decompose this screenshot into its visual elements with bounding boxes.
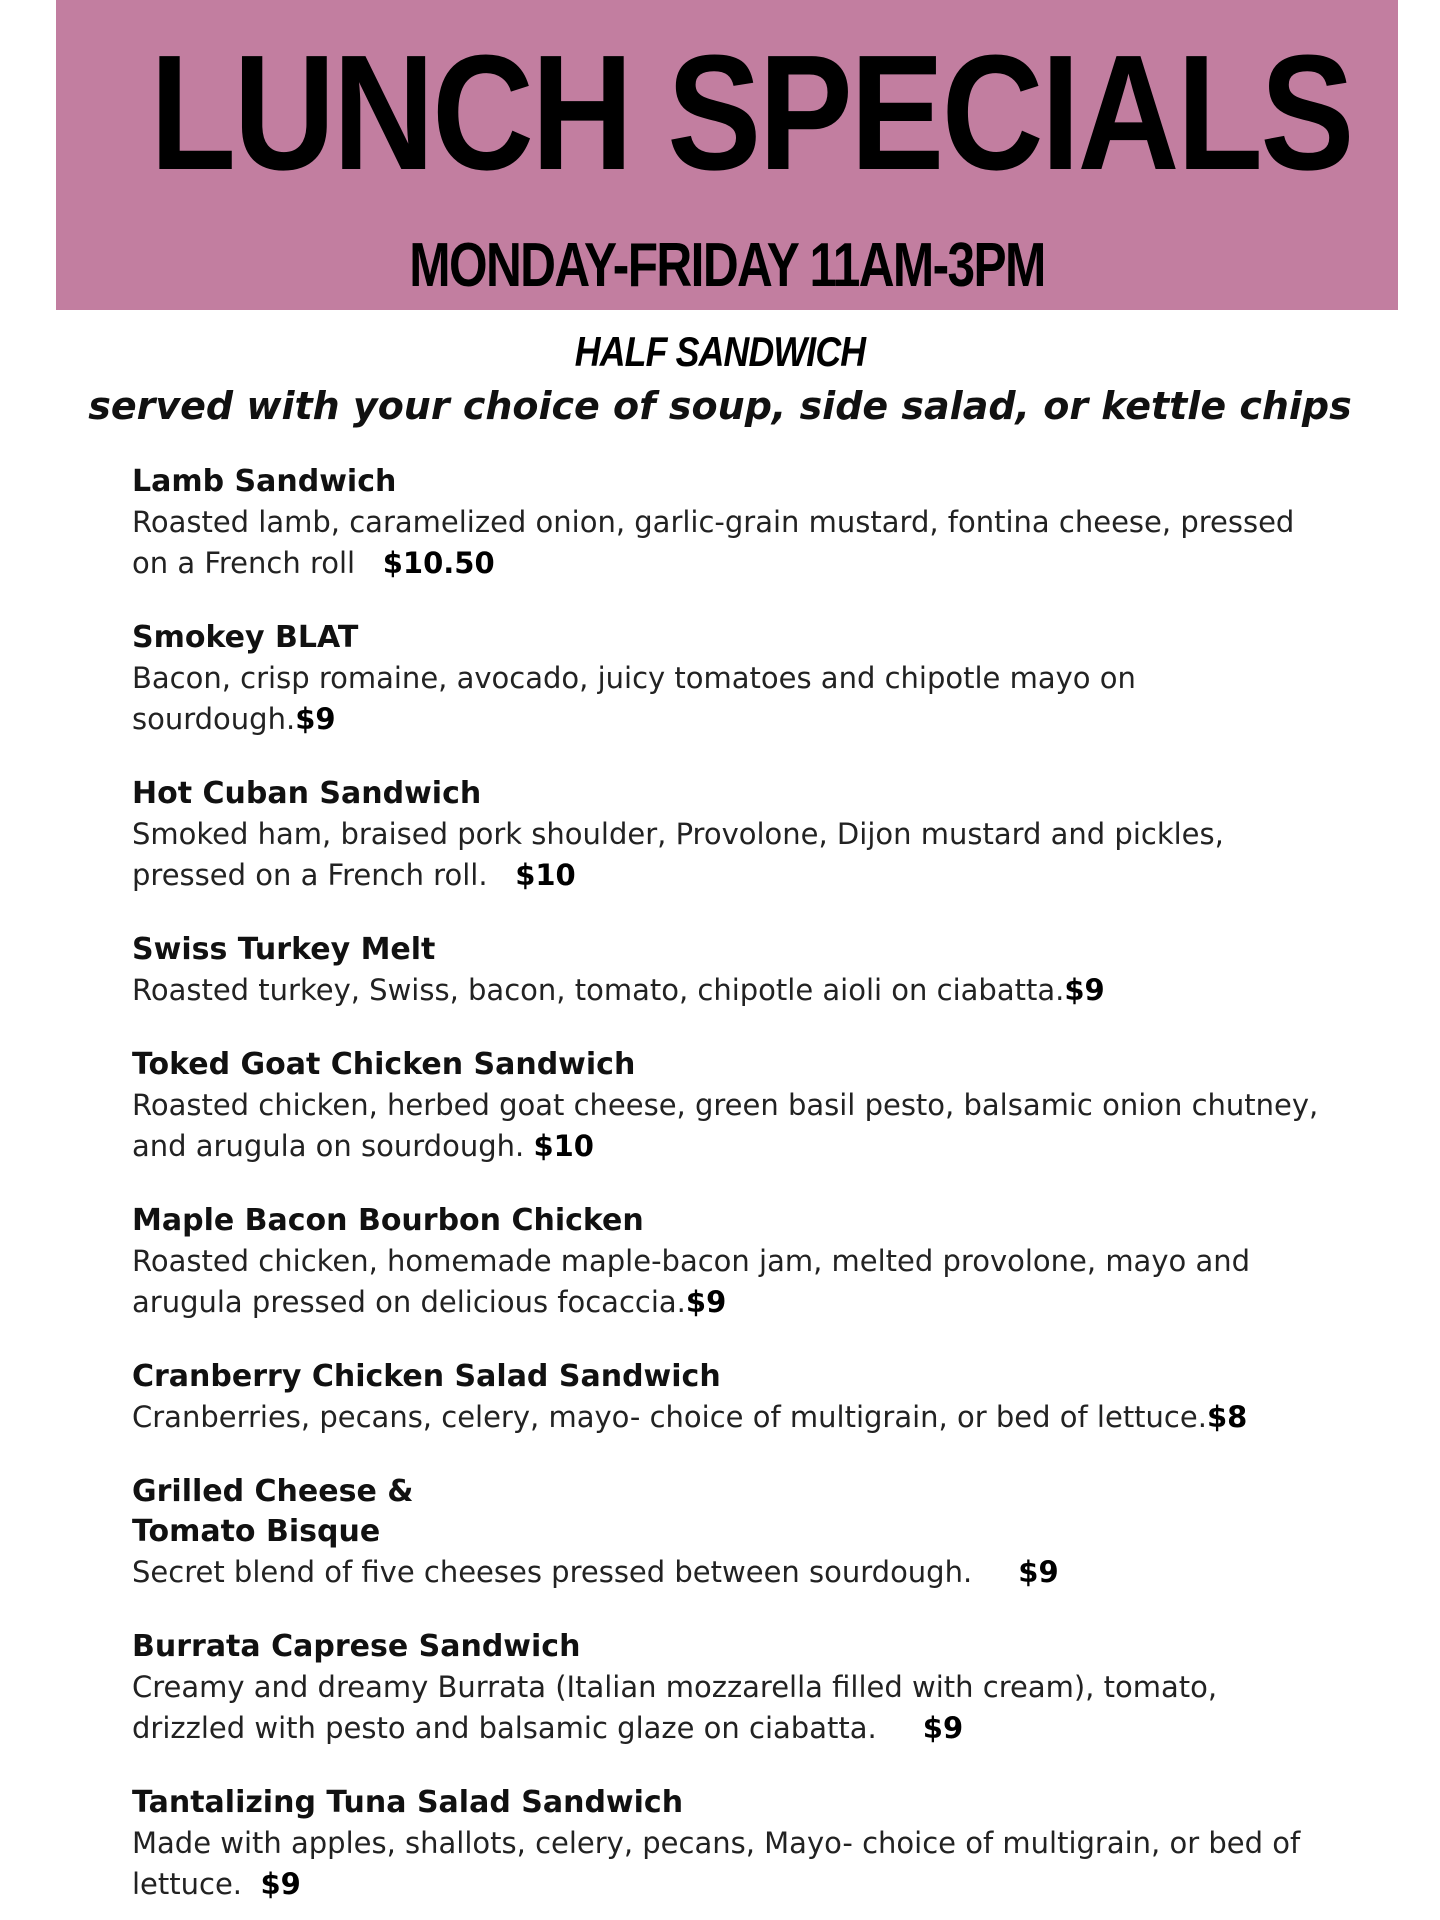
menu-item-swiss-turkey-melt [132, 930, 1322, 1011]
menu-item-hot-cuban-sandwich [132, 774, 1322, 896]
item-description: Roasted chicken, homemade maple-bacon jam, melted provolone, mayo and arugula pressed on delicious focaccia. [132, 1244, 1251, 1319]
menu-title: LUNCH SPECIALS [149, 21, 1352, 204]
item-price: $9 [685, 1285, 727, 1319]
item-name: Maple Bacon Bourbon Chicken [132, 1203, 644, 1238]
item-price: $10 [515, 858, 576, 892]
hours-text: MONDAY-FRIDAY 11AM-3PM [409, 231, 1045, 300]
menu-item-toked-goat-chicken-sandwich [132, 1045, 1322, 1167]
item-name: Cranberry Chicken Salad Sandwich [132, 1359, 721, 1394]
menu-item-lamb-sandwich [132, 462, 1322, 584]
item-description: Cranberries, pecans, celery, mayo- choice of multigrain, or bed of lettuce. [132, 1400, 1207, 1434]
item-description: Bacon, crisp romaine, avocado, juicy tomatoes and chipotle mayo on sourdough. [132, 661, 1136, 736]
item-price: $9 [1064, 973, 1105, 1007]
item-description: Smoked ham, braised pork shoulder, Provolone, Dijon mustard and pickles, pressed on a French roll. [132, 817, 1224, 892]
item-description: Roasted lamb, caramelized onion, garlic-grain mustard, fontina cheese, pressed on a French roll [132, 505, 1295, 580]
item-description: Creamy and dreamy Burrata (Italian mozzarella filled with cream), tomato, drizzled with pesto and balsamic glaze on ciabatta. [132, 1670, 1218, 1745]
item-name: Lamb Sandwich [132, 464, 397, 499]
item-name: Hot Cuban Sandwich [132, 776, 482, 811]
section-subtitle: served with your choice of soup, side salad, or kettle chips [88, 384, 1352, 428]
item-price: $9 [295, 702, 336, 736]
item-name: Swiss Turkey Melt [132, 932, 436, 967]
item-description: Roasted chicken, herbed goat cheese, green basil pesto, balsamic onion chutney, and arugula on sourdough. [132, 1088, 1319, 1163]
item-price: $10 [533, 1129, 594, 1163]
menu-list [132, 462, 1322, 1920]
item-name: Toked Goat Chicken Sandwich [132, 1047, 636, 1082]
item-price: $8 [1206, 1400, 1248, 1434]
section-title: HALF SANDWICH [574, 328, 866, 375]
item-description: Roasted turkey, Swiss, bacon, tomato, chipotle aioli on ciabatta. [132, 973, 1065, 1007]
menu-item-maple-bacon-bourbon-chicken [132, 1201, 1322, 1323]
item-name: Smokey BLAT [132, 620, 359, 655]
item-price: $9 [1018, 1555, 1059, 1589]
menu-item-grilled-cheese-tomato-bisque [132, 1472, 1322, 1593]
item-description: Secret blend of five cheeses pressed between sourdough. [132, 1555, 973, 1589]
item-price: $9 [260, 1867, 301, 1901]
menu-item-tantalizing-tuna-salad-sandwich [132, 1783, 1322, 1905]
menu-item-cranberry-chicken-salad-sandwich [132, 1357, 1322, 1438]
item-description: Made with apples, shallots, celery, pecans, Mayo- choice of multigrain, or bed of lettuce. [132, 1826, 1301, 1901]
item-name: Burrata Caprese Sandwich [132, 1629, 581, 1664]
menu-item-burrata-caprese-sandwich [132, 1627, 1322, 1749]
item-name: Grilled Cheese & Tomato Bisque [132, 1474, 414, 1549]
item-name: Tantalizing Tuna Salad Sandwich [132, 1785, 684, 1820]
menu-item-smokey-blat [132, 618, 1322, 740]
header-banner [56, 0, 1398, 310]
item-price: $10.50 [382, 546, 495, 580]
item-price: $9 [922, 1711, 964, 1745]
